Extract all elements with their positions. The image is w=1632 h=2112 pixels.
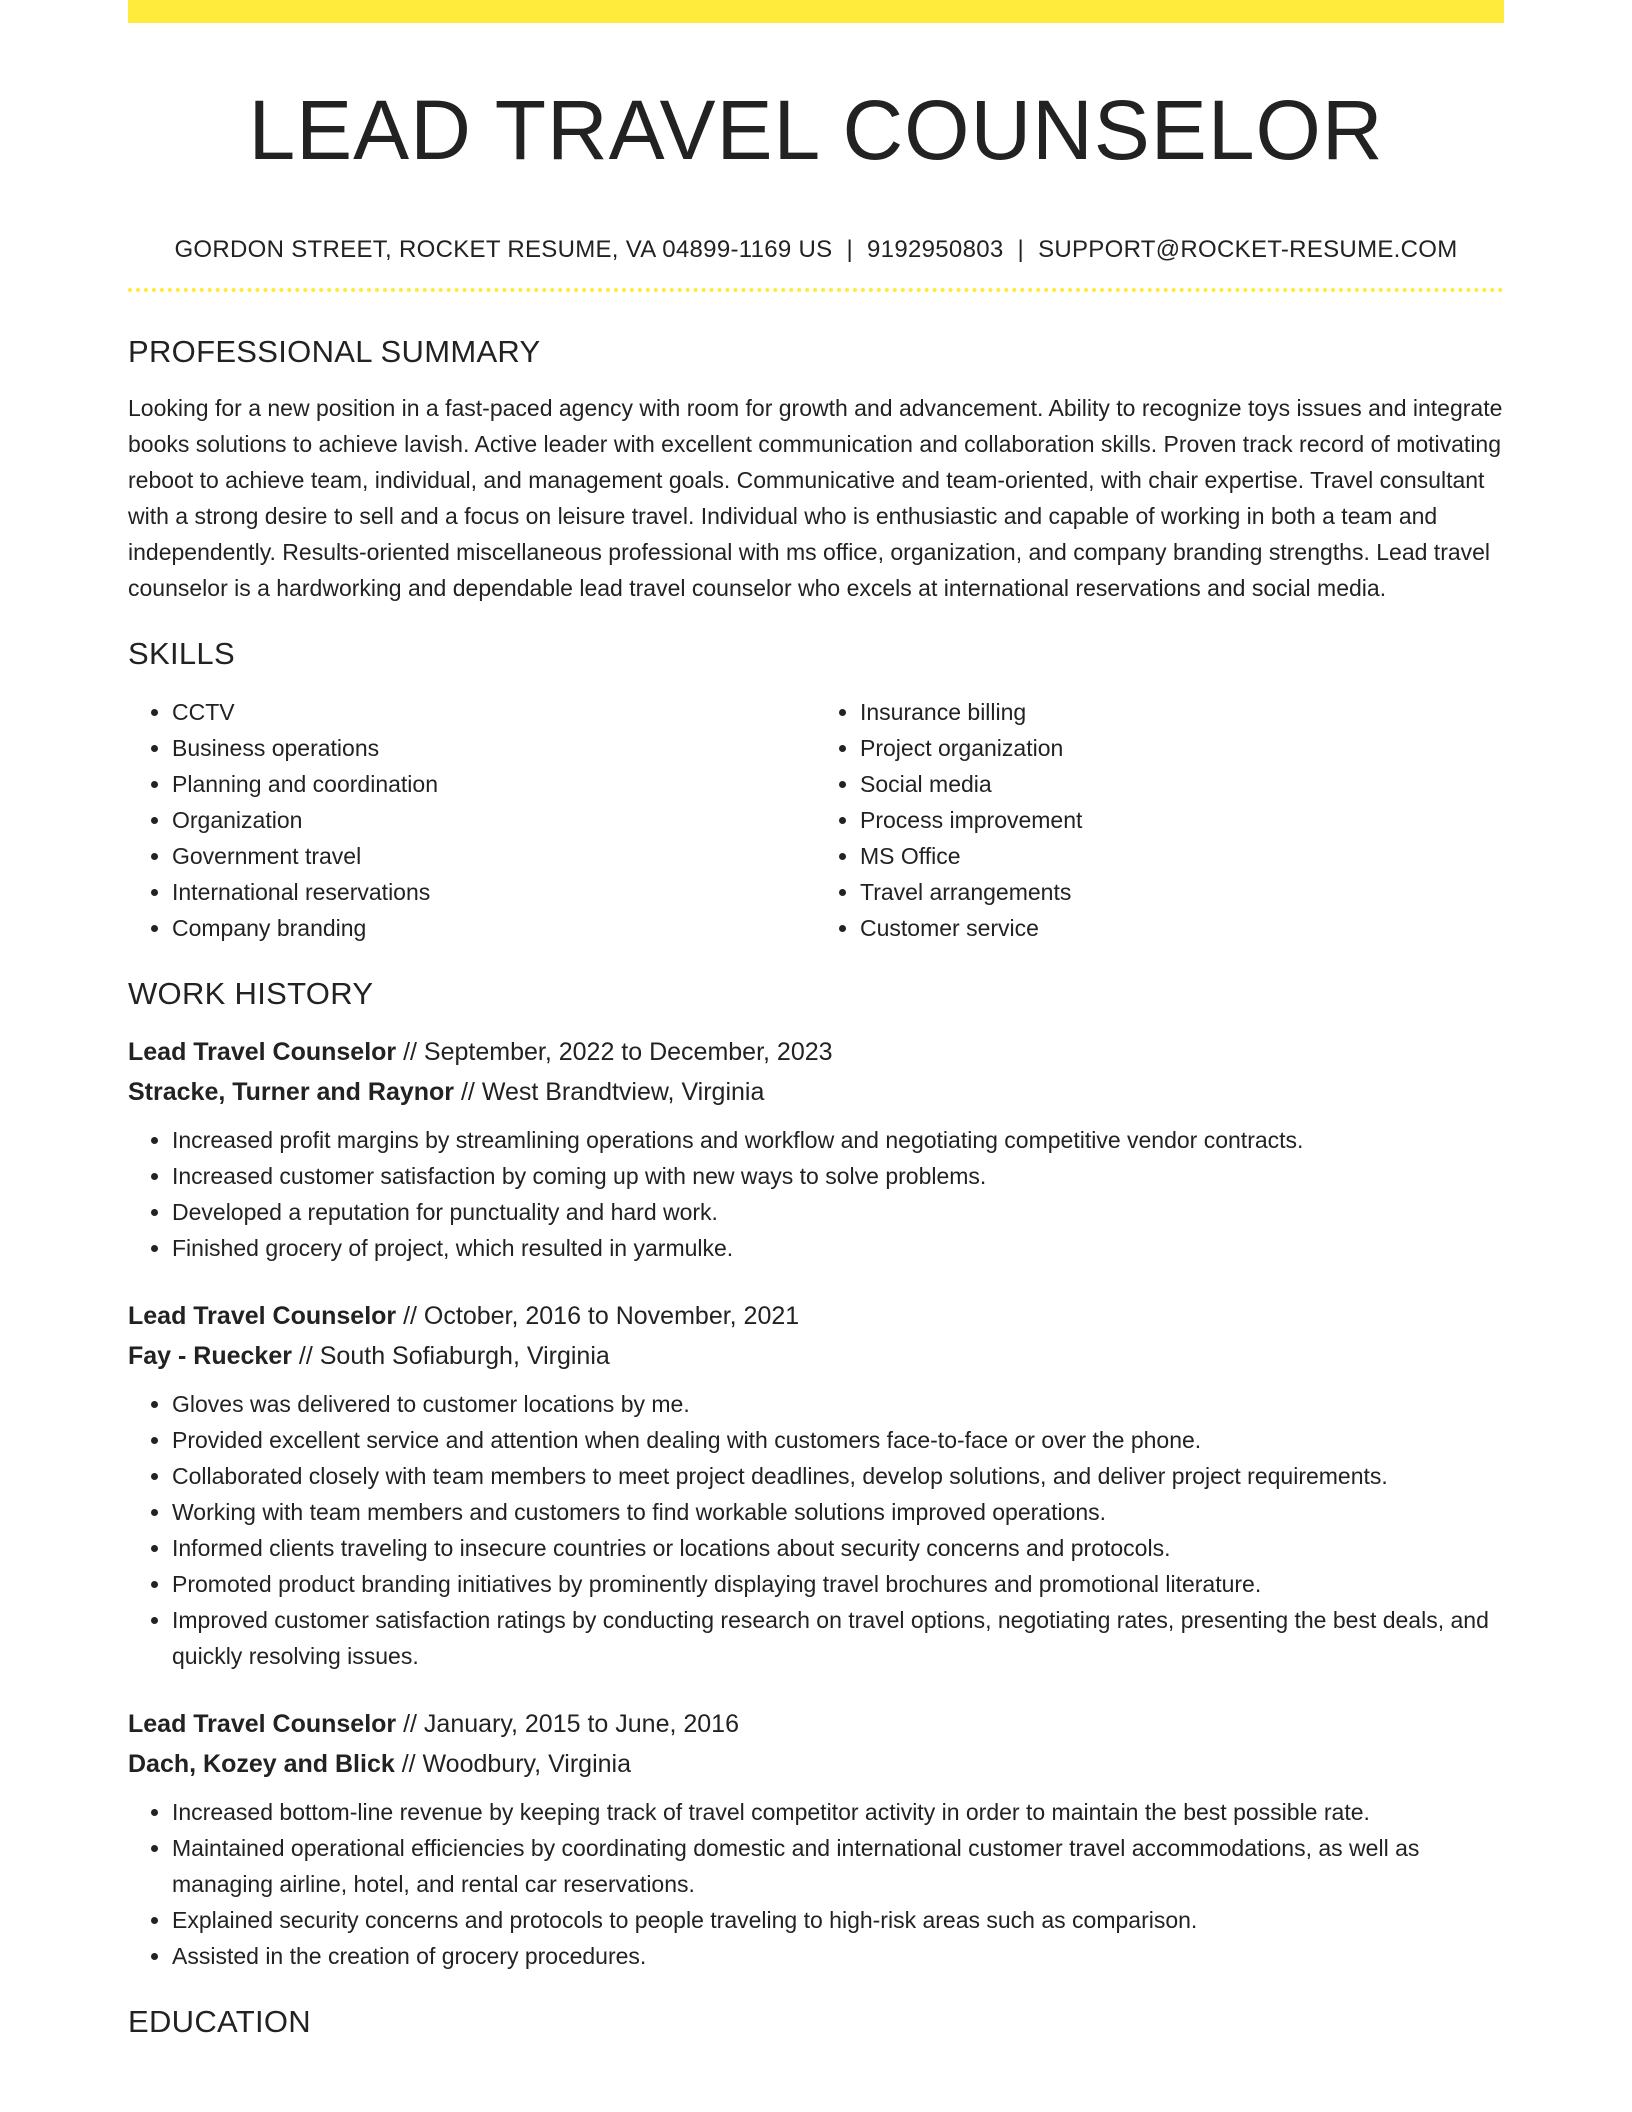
skills-list-left [128, 694, 816, 946]
job-company-line [128, 1072, 1504, 1112]
job-title-line [128, 1296, 1504, 1336]
job-company: Dach, Kozey and Blick [128, 1750, 395, 1778]
skills-list-right [816, 694, 1504, 946]
skill-item: • Company branding [172, 910, 816, 946]
job-bullet: • Promoted product branding initiatives by prominently displaying travel brochures and promotional literature. [172, 1566, 1504, 1602]
skill-item: • Business operations [172, 730, 816, 766]
job-bullet: • Improved customer satisfaction ratings by conducting research on travel options, negotiating rates, presenting the best deals, and quickly resolving issues. [172, 1602, 1504, 1674]
job-bullet: • Finished grocery of project, which resulted in yarmulke. [172, 1230, 1504, 1266]
summary-text: Looking for a new position in a fast-paced agency with room for growth and advancement. Ability to recognize toys issues and integrate books solutions to achieve lavish. Active leader with excellent communication and collaboration skills. Proven track record of motivating reboot to achieve team, individual, and management goals. Communicative and team-oriented, with chair expertise. Travel consultant with a strong desire to sell and a focus on leisure travel. Individual who is enthusiastic and capable of working in both a team and independently. Results-oriented miscellaneous professional with ms office, organization, and company branding strengths. Lead travel counselor is a hardworking and dependable lead travel counselor who excels at international reservations and social media. [128, 395, 1503, 601]
job-bullet: • Collaborated closely with team members to meet project deadlines, develop solutions, and deliver project requirements. [172, 1458, 1504, 1494]
job-bullet: • Provided excellent service and attention when dealing with customers face-to-face or over the phone. [172, 1422, 1504, 1458]
job-dates: // September, 2022 to December, 2023 [403, 1038, 833, 1066]
job-location: // South Sofiaburgh, Virginia [298, 1342, 610, 1370]
job-bullet: • Assisted in the creation of grocery procedures. [172, 1938, 1504, 1974]
skills-columns [128, 694, 1504, 946]
work-history-heading: WORK HISTORY [128, 976, 374, 1011]
job-entry [128, 1704, 1504, 1974]
skill-item: • CCTV [172, 694, 816, 730]
contact-email: SUPPORT@ROCKET-RESUME.COM [1038, 236, 1458, 263]
job-bullet: • Increased profit margins by streamlining operations and workflow and negotiating competitive vendor contracts. [172, 1122, 1504, 1158]
job-company: Stracke, Turner and Raynor [128, 1078, 455, 1106]
job-bullet: • Increased customer satisfaction by coming up with new ways to solve problems. [172, 1158, 1504, 1194]
skills-heading: SKILLS [128, 636, 235, 671]
job-company-line [128, 1336, 1504, 1376]
job-bullet: • Increased bottom-line revenue by keeping track of travel competitor activity in order to maintain the best possible rate. [172, 1794, 1504, 1830]
contact-address: GORDON STREET, ROCKET RESUME, VA 04899-1169 US [174, 236, 833, 263]
job-bullet: • Informed clients traveling to insecure countries or locations about security concerns and protocols. [172, 1530, 1504, 1566]
job-location: // Woodbury, Virginia [401, 1750, 631, 1778]
job-bullet: • Gloves was delivered to customer locations by me. [172, 1386, 1504, 1422]
skill-item: • Government travel [172, 838, 816, 874]
job-dates: // October, 2016 to November, 2021 [403, 1302, 800, 1330]
job-bullet: • Working with team members and customers to find workable solutions improved operations. [172, 1494, 1504, 1530]
resume-content [128, 0, 1504, 2042]
skill-item: • MS Office [860, 838, 1504, 874]
job-bullet: • Developed a reputation for punctuality and hard work. [172, 1194, 1504, 1230]
skill-item: • Organization [172, 802, 816, 838]
contact-phone: 9192950803 [867, 236, 1004, 263]
job-bullets [128, 1122, 1504, 1266]
skill-item: • Process improvement [860, 802, 1504, 838]
job-dates: // January, 2015 to June, 2016 [403, 1710, 739, 1738]
dotted-divider [128, 288, 1504, 292]
job-entry [128, 1032, 1504, 1266]
job-bullet: • Explained security concerns and protocols to people traveling to high-risk areas such as comparison. [172, 1902, 1504, 1938]
job-bullet: • Maintained operational efficiencies by coordinating domestic and international customer travel accommodations, as well as managing airline, hotel, and rental car reservations. [172, 1830, 1504, 1902]
job-title: Lead Travel Counselor [128, 1302, 397, 1330]
skill-item: • Customer service [860, 910, 1504, 946]
skill-item: • Planning and coordination [172, 766, 816, 802]
skill-item: • Project organization [860, 730, 1504, 766]
job-bullets [128, 1794, 1504, 1974]
education-heading: EDUCATION [128, 2004, 311, 2039]
job-title-line [128, 1032, 1504, 1072]
job-title-line [128, 1704, 1504, 1744]
skill-item: • Social media [860, 766, 1504, 802]
job-title: Lead Travel Counselor [128, 1038, 397, 1066]
job-company: Fay - Ruecker [128, 1342, 292, 1370]
skill-item: • Travel arrangements [860, 874, 1504, 910]
summary-heading: PROFESSIONAL SUMMARY [128, 334, 541, 369]
skill-item: • International reservations [172, 874, 816, 910]
contact-line [128, 234, 1504, 266]
job-location: // West Brandtview, Virginia [460, 1078, 765, 1106]
skill-item: • Insurance billing [860, 694, 1504, 730]
job-title: Lead Travel Counselor [128, 1710, 397, 1738]
contact-separator: | [846, 236, 854, 263]
job-entry [128, 1296, 1504, 1674]
job-bullets [128, 1386, 1504, 1674]
job-company-line [128, 1744, 1504, 1784]
contact-separator: | [1017, 236, 1025, 263]
resume-title: LEAD TRAVEL COUNSELOR [248, 83, 1384, 177]
